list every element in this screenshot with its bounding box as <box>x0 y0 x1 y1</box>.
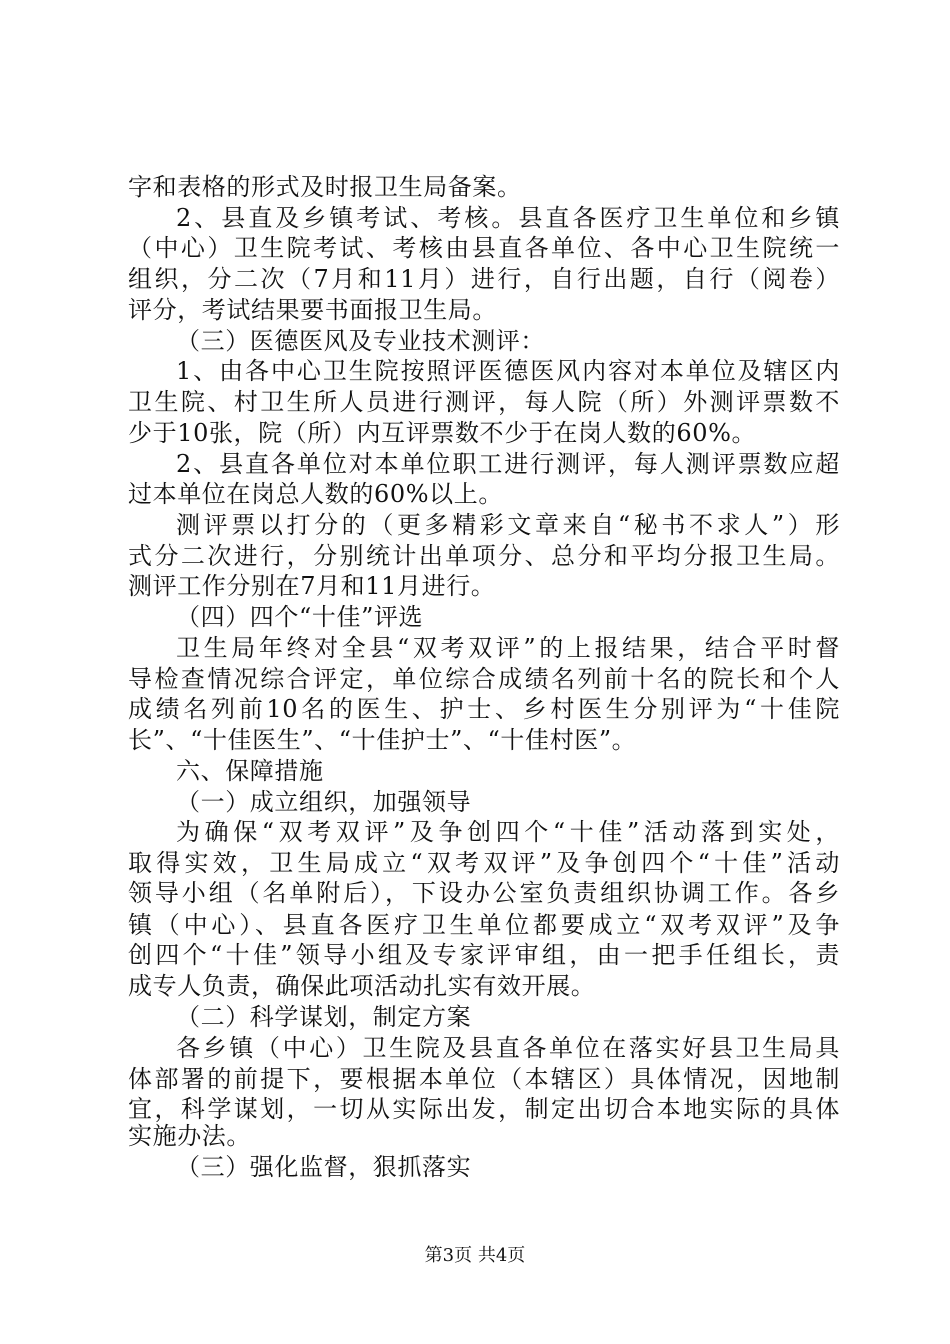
body-line: 2、县直及乡镇考试、考核。县直各医疗卫生单位和乡镇 <box>176 204 840 232</box>
body-line: 长”、“十佳医生”、“十佳护士”、“十佳村医”。 <box>128 726 637 754</box>
body-line: 领导小组（名单附后），下设办公室负责组织协调工作。各乡 <box>128 879 840 907</box>
body-line: 各乡镇（中心）卫生院及县直各单位在落实好县卫生局具 <box>176 1034 840 1062</box>
body-line: 少于10张，院（所）内互评票数不少于在岗人数的60%。 <box>128 419 757 447</box>
body-line: 实施办法。 <box>128 1122 251 1150</box>
body-line: 体部署的前提下，要根据本单位（本辖区）具体情况，因地制 <box>128 1065 840 1093</box>
body-line: 过本单位在岗总人数的60%以上。 <box>128 480 503 508</box>
body-line: 组织，分二次（7月和11月）进行，自行出题，自行（阅卷） <box>128 265 840 293</box>
body-line: 测评票以打分的（更多精彩文章来自“秘书不求人”）形 <box>176 511 840 539</box>
body-line: （中心）卫生院考试、考核由县直各单位、各中心卫生院统一 <box>128 234 840 262</box>
body-line: 1、由各中心卫生院按照评医德医风内容对本单位及辖区内 <box>176 357 840 385</box>
section-heading: （二）科学谋划，制定方案 <box>176 1003 472 1031</box>
body-line: 式分二次进行，分别统计出单项分、总分和平均分报卫生局。 <box>128 542 840 570</box>
body-line: 成专人负责，确保此项活动扎实有效开展。 <box>128 972 596 1000</box>
body-line: 字和表格的形式及时报卫生局备案。 <box>128 173 522 201</box>
section-heading: （一）成立组织，加强领导 <box>176 788 472 816</box>
section-heading: （三）医德医风及专业技术测评： <box>176 327 545 355</box>
body-line: 导检查情况综合评定，单位综合成绩名列前十名的院长和个人 <box>128 665 840 693</box>
body-line: 取得实效，卫生局成立“双考双评”及争创四个“十佳”活动 <box>128 849 840 877</box>
body-line: 评分，考试结果要书面报卫生局。 <box>128 296 497 324</box>
body-line: 宜，科学谋划，一切从实际出发，制定出切合本地实际的具体 <box>128 1095 840 1123</box>
page-number-footer: 第3页 共4页 <box>424 1245 526 1266</box>
body-line: 成绩名列前10名的医生、护士、乡村医生分别评为“十佳院 <box>128 695 840 723</box>
body-line: 卫生院、村卫生所人员进行测评，每人院（所）外测评票数不 <box>128 388 840 416</box>
body-line: 为确保“双考双评”及争创四个“十佳”活动落到实处， <box>176 818 840 846</box>
body-line: 镇（中心）、县直各医疗卫生单位都要成立“双考双评”及争 <box>128 911 840 939</box>
section-heading: （四）四个“十佳”评选 <box>176 603 424 631</box>
section-heading: 六、保障措施 <box>176 757 324 785</box>
body-line: 2、县直各单位对本单位职工进行测评，每人测评票数应超 <box>176 450 840 478</box>
section-heading: （三）强化监督，狠抓落实 <box>176 1153 472 1181</box>
body-line: 测评工作分别在7月和11月进行。 <box>128 572 496 600</box>
body-line: 卫生局年终对全县“双考双评”的上报结果，结合平时督 <box>176 634 840 662</box>
body-line: 创四个“十佳”领导小组及专家评审组，由一把手任组长，责 <box>128 941 840 969</box>
